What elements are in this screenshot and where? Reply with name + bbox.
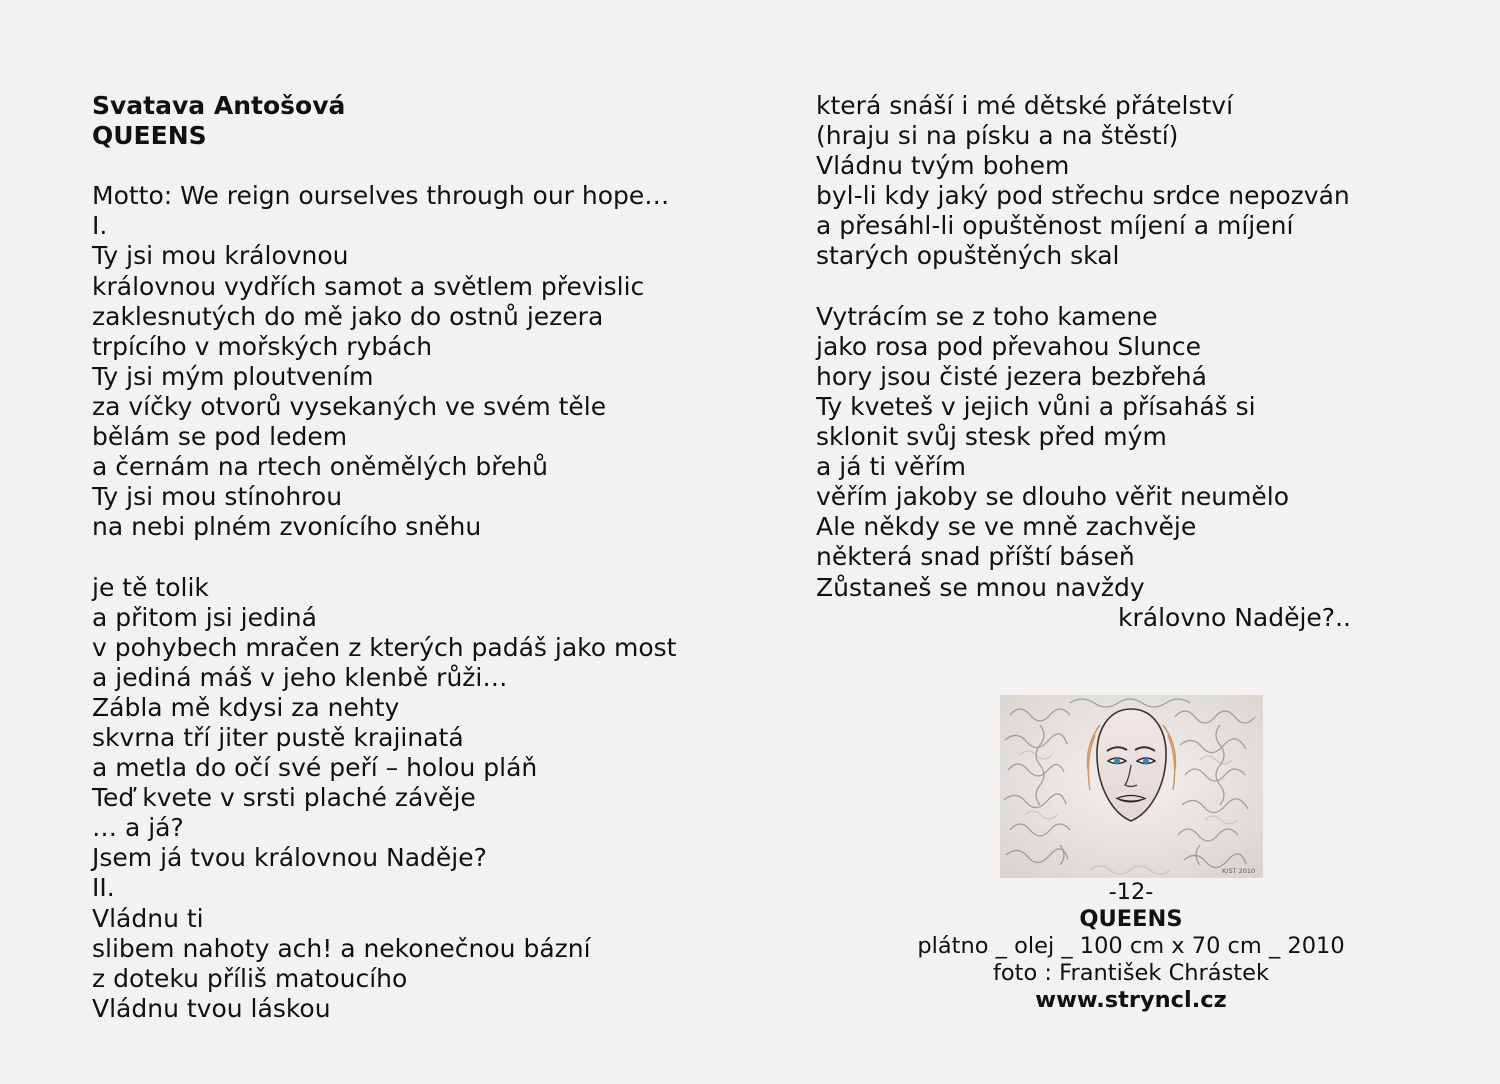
poem-line: Vládnu tvým bohem xyxy=(816,151,1070,181)
poem-line: trpícího v mořských rybách xyxy=(92,331,433,361)
painting-portrait-svg xyxy=(1000,695,1263,878)
poem-line: Teď kvete v srsti plaché závěje xyxy=(92,783,476,813)
poem-line: Ty jsi mým ploutvením xyxy=(92,361,374,391)
poem-line: Motto: We reign ourselves through our hope… xyxy=(92,181,670,211)
page-number: -12- xyxy=(1108,879,1154,905)
poem-line: která snáší i mé dětské přátelství xyxy=(816,91,1234,120)
poem-line: jako rosa pod převahou Slunce xyxy=(816,331,1202,361)
poem-title: QUEENS xyxy=(92,121,207,151)
poem-line: a metla do očí své peří – holou pláň xyxy=(92,753,538,783)
caption-website-link[interactable]: www.stryncl.cz xyxy=(1035,987,1227,1013)
poem-line: I. xyxy=(92,211,108,241)
poem-line: a přitom jsi jediná xyxy=(92,602,317,632)
poem-line: Jsem já tvou královnou Naděje? xyxy=(92,843,487,873)
poem-line: z doteku příliš matoucího xyxy=(92,963,408,993)
poem-right-column xyxy=(816,91,1416,633)
poem-line: a jediná máš v jeho klenbě růži… xyxy=(92,662,508,692)
painting-caption xyxy=(880,879,1382,1014)
poem-line: a černám na rtech oněmělých břehů xyxy=(92,452,549,482)
poem-line: Ale někdy se ve mně zachvěje xyxy=(816,512,1197,542)
poem-line: zaklesnutých do mě jako do ostnů jezera xyxy=(92,301,604,331)
stanza-right-2 xyxy=(816,302,1416,633)
painting-image xyxy=(1000,695,1263,878)
poem-line: … a já? xyxy=(92,813,184,843)
stanza-right-1 xyxy=(816,91,1416,272)
caption-details: plátno _ olej _ 100 cm x 70 cm _ 2010 xyxy=(917,933,1345,959)
poem-closing-line: královno Naděje?.. xyxy=(1118,602,1351,632)
stanza-left-1 xyxy=(92,181,742,542)
poem-line: některá snad příští báseň xyxy=(816,542,1135,572)
painting-signature: K/ST 2010 xyxy=(1222,867,1256,875)
poem-line: je tě tolik xyxy=(92,572,209,602)
poem-line: Ty jsi mou královnou xyxy=(92,241,349,271)
poem-line: hory jsou čisté jezera bezbřehá xyxy=(816,361,1207,391)
poem-line: Vytrácím se z toho kamene xyxy=(816,301,1158,331)
caption-photo-credit: foto : František Chrástek xyxy=(992,960,1269,986)
poem-line: v pohybech mračen z kterých padáš jako most xyxy=(92,632,677,662)
poem-line: a přesáhl-li opuštěnost míjení a míjení xyxy=(816,211,1294,241)
poem-line: sklonit svůj stesk před mým xyxy=(816,422,1167,452)
poem-line: Zábla mě kdysi za nehty xyxy=(92,692,400,722)
poem-line: na nebi plném zvonícího sněhu xyxy=(92,512,482,542)
stanza-left-2 xyxy=(92,573,742,1024)
poem-line: (hraju si na písku a na štěstí) xyxy=(816,121,1179,151)
poem-line: starých opuštěných skal xyxy=(816,241,1120,271)
poem-line: Vládnu ti xyxy=(92,903,204,933)
poem-line: Ty kveteš v jejich vůni a přísaháš si xyxy=(816,391,1256,421)
poem-line: za víčky otvorů vysekaných ve svém těle xyxy=(92,391,607,421)
poem-line: Vládnu tvou láskou xyxy=(92,993,331,1023)
poem-author: Svatava Antošová xyxy=(92,91,346,120)
poem-left-column xyxy=(92,91,742,1024)
poem-line: královnou vydřích samot a světlem převislic xyxy=(92,271,645,301)
stanza-gap xyxy=(816,272,1416,302)
poem-line: slibem nahoty ach! a nekonečnou bázní xyxy=(92,933,591,963)
poem-line: a já ti věřím xyxy=(816,452,966,482)
poem-line: věřím jakoby se dlouho věřit neumělo xyxy=(816,482,1290,512)
poem-line: byl-li kdy jaký pod střechu srdce nepozván xyxy=(816,181,1350,211)
caption-title: QUEENS xyxy=(1079,906,1183,932)
poem-line: skvrna tří jiter pustě krajinatá xyxy=(92,722,464,752)
poem-line: II. xyxy=(92,873,115,903)
stanza-gap xyxy=(92,542,742,572)
poem-line: Ty jsi mou stínohrou xyxy=(92,482,343,512)
stanza-gap xyxy=(92,151,742,181)
poem-line: bělám se pod ledem xyxy=(92,422,348,452)
poem-line: Zůstaneš se mnou navždy xyxy=(816,572,1145,602)
